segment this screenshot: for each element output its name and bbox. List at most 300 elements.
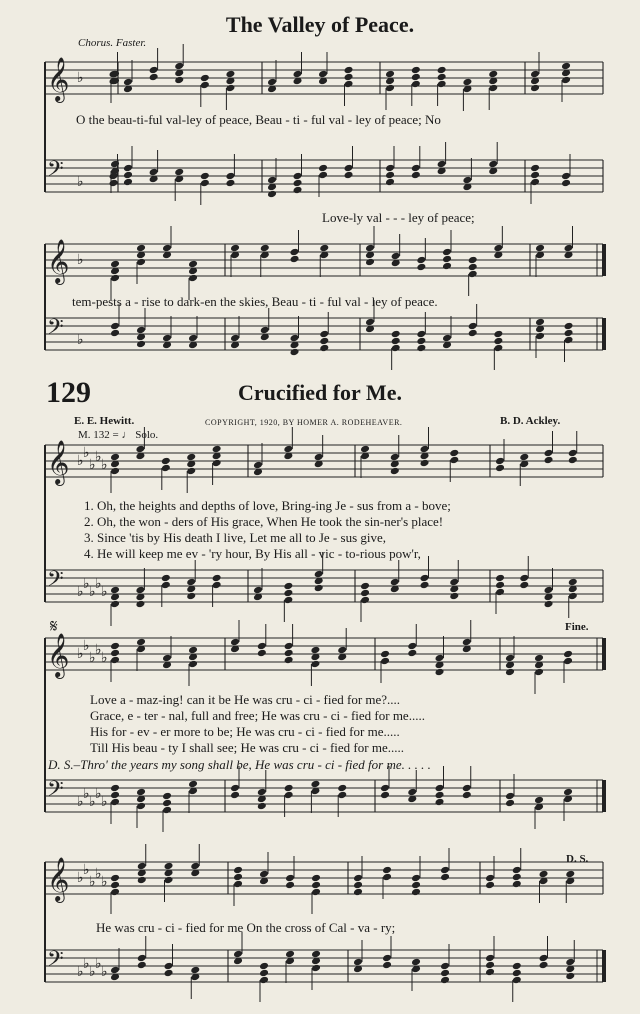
notehead [449,456,459,465]
notehead [212,581,222,590]
verse-line: Grace, e - ter - nal, full and free; He was cru - ci - fied for me..... [90,708,425,723]
notehead [337,784,347,793]
notehead [200,74,210,83]
notehead [110,791,120,800]
notehead [435,654,445,663]
notehead [440,969,450,978]
notehead [539,870,549,879]
notehead [149,66,159,75]
notehead [416,344,426,353]
notehead [416,330,426,339]
notehead [468,263,478,272]
notehead [319,330,329,339]
flat-sign: ♭ [83,576,90,592]
notehead [380,657,390,666]
lyric-line: O the beau-ti-ful val-ley of peace, Beau - ti - ful val - ley of peace; No [76,112,441,127]
notehead [319,344,329,353]
notehead [534,654,544,663]
flat-sign: ♭ [77,870,84,886]
notehead [544,586,554,595]
notehead [259,870,269,879]
notehead [568,578,578,587]
notehead [259,976,269,985]
notehead [174,76,184,85]
notehead [495,457,505,466]
notehead [493,344,503,353]
notehead [110,642,120,651]
final-barline [602,638,606,670]
notehead [530,70,540,79]
notehead [385,84,395,93]
notehead [420,445,430,454]
notehead [188,274,198,283]
notehead [530,178,540,187]
notehead [253,586,263,595]
notehead [136,788,146,797]
tempo-marking: Chorus. Faster. [78,37,147,49]
notehead [391,330,401,339]
notehead [260,326,270,335]
notehead [449,592,459,601]
notehead [212,445,222,454]
notehead [564,336,574,345]
final-barline [602,318,606,350]
notehead [519,574,529,583]
notehead [437,80,447,89]
notehead [225,172,235,181]
bass-clef: 𝄢 [47,777,64,807]
notehead [449,578,459,587]
metronome: M. 132 = ♩ Solo. [78,429,159,441]
notehead [435,784,445,793]
notehead [437,73,447,82]
treble-clef: 𝄞 [47,440,70,484]
notehead [344,171,354,180]
notehead [380,791,390,800]
author: E. E. Hewitt. [74,415,135,427]
notehead [468,270,478,279]
notehead [563,788,573,797]
flat-sign: ♭ [101,874,108,890]
notehead [186,467,196,476]
notehead [284,791,294,800]
notehead [365,318,375,327]
notehead [449,449,459,458]
notehead [411,80,421,89]
notehead [365,258,375,267]
notehead [110,874,120,883]
notehead [411,874,421,883]
notehead [564,322,574,331]
flat-sign: ♭ [77,453,84,469]
notehead [544,449,554,458]
final-barline [602,950,606,982]
verse-line: 2. Oh, the won - ders of His grace, When He took the sin-ner's place! [84,514,444,529]
notehead [283,582,293,591]
notehead [230,791,240,800]
notehead [186,592,196,601]
notehead [161,574,171,583]
notehead [353,881,363,890]
notehead [284,649,294,658]
flat-sign: ♭ [83,445,90,461]
notehead [257,649,267,658]
notehead [382,866,392,875]
notehead [530,164,540,173]
notehead [495,581,505,590]
flat-sign: ♭ [101,584,108,600]
notehead [136,340,146,349]
notehead [161,581,171,590]
notehead [137,862,147,871]
notehead [380,784,390,793]
notehead [318,70,328,79]
notehead [530,171,540,180]
verse-line: 4. He will keep me ev - 'ry hour, By His all - vic - to-rious pow'r, [84,546,421,561]
notehead [407,788,417,797]
notehead [535,244,545,253]
notehead [411,881,421,890]
treble-clef: 𝄞 [47,239,70,283]
notehead [530,84,540,93]
flat-sign: ♭ [77,964,84,980]
notehead [382,954,392,963]
lyric-line: tem-pests a - rise to dark-en the skies, Beau - ti - ful val - ley of peace. [72,294,438,309]
fine-marking: Fine. [565,621,589,633]
notehead [260,244,270,253]
flat-sign: ♭ [83,786,90,802]
notehead [135,445,145,454]
flat-sign: ♭ [95,449,102,465]
notehead [110,322,120,331]
notehead [314,453,324,462]
notehead [123,178,133,187]
notehead [416,337,426,346]
final-barline [602,244,606,276]
notehead [186,453,196,462]
notehead [385,70,395,79]
notehead [225,84,235,93]
notehead [257,788,267,797]
notehead [110,274,120,283]
composer: B. D. Ackley. [500,415,561,427]
notehead [420,459,430,468]
notehead [290,248,300,257]
notehead [442,255,452,264]
notehead [564,244,574,253]
notehead [568,456,578,465]
notehead [110,600,120,609]
notehead [110,798,120,807]
notehead [493,330,503,339]
notehead [544,456,554,465]
notehead [149,168,159,177]
notehead [411,164,421,173]
notehead [162,334,172,343]
flat-sign: ♭ [101,964,108,980]
treble-clef: 𝄞 [47,633,70,677]
notehead [468,322,478,331]
notehead [512,962,522,971]
notehead [485,874,495,883]
notehead [285,950,295,959]
notehead [495,464,505,473]
notehead [188,334,198,343]
notehead [468,329,478,338]
notehead [123,78,133,87]
notehead [411,958,421,967]
notehead [161,457,171,466]
notehead [314,584,324,593]
notehead [385,164,395,173]
notehead [435,791,445,800]
notehead [188,646,198,655]
notehead [149,73,159,82]
notehead [310,646,320,655]
notehead [382,961,392,970]
notehead [485,881,495,890]
notehead [437,160,447,169]
notehead [137,954,147,963]
ds-marking: D. S. [566,853,589,865]
notehead [188,260,198,269]
notehead [353,888,363,897]
notehead [293,172,303,181]
flat-sign: ♭ [89,457,96,473]
notehead [561,76,571,85]
notehead [360,596,370,605]
flat-sign: ♭ [89,794,96,810]
hymn-title: The Valley of Peace. [225,12,415,37]
notehead [164,876,174,885]
notehead [568,592,578,601]
verse-line: 1. Oh, the heights and depths of love, Bring-ing Je - sus from a - bove; [84,498,451,513]
notehead [353,874,363,883]
notehead [162,806,172,815]
notehead [257,802,267,811]
notehead [267,176,277,185]
notehead [161,464,171,473]
notehead [505,799,515,808]
flat-sign: ♭ [95,642,102,658]
notehead [110,656,120,665]
notehead [123,164,133,173]
notehead [380,650,390,659]
treble-clef: 𝄞 [47,857,70,901]
notehead [110,453,120,462]
notehead [337,791,347,800]
notehead [561,179,571,188]
notehead [230,244,240,253]
notehead [360,589,370,598]
flat-sign: ♭ [89,584,96,600]
notehead [561,172,571,181]
notehead [136,638,146,647]
notehead [318,164,328,173]
notehead [230,638,240,647]
notehead [519,453,529,462]
notehead [420,581,430,590]
notehead [512,866,522,875]
notehead [493,244,503,253]
ds-line: D. S.–Thro' the years my song shall be, He was cru - ci - fied for me. . . . . [48,757,431,772]
bass-clef: 𝄢 [47,567,64,597]
notehead [440,976,450,985]
notehead [164,862,174,871]
notehead [344,73,354,82]
notehead [293,179,303,188]
notehead [505,668,515,677]
notehead [407,642,417,651]
notehead [544,600,554,609]
flat-sign: ♭ [83,956,90,972]
notehead [174,62,184,71]
notehead [162,654,172,663]
flat-sign: ♭ [95,576,102,592]
flat-sign: ♭ [95,956,102,972]
notehead [435,668,445,677]
flat-sign: ♭ [77,646,84,662]
notehead [290,334,300,343]
notehead [512,880,522,889]
notehead [188,780,198,789]
notehead [539,954,549,963]
notehead [539,961,549,970]
notehead [225,70,235,79]
notehead [136,802,146,811]
notehead [310,660,320,669]
notehead [135,586,145,595]
notehead [233,866,243,875]
flat-sign: ♭ [89,964,96,980]
notehead [411,73,421,82]
segno-sign: 𝄋 [50,616,58,637]
notehead [493,337,503,346]
notehead [283,589,293,598]
notehead [391,344,401,353]
notehead [495,574,505,583]
notehead [123,171,133,180]
notehead [174,168,184,177]
notehead [311,888,321,897]
notehead [442,248,452,257]
notehead [110,881,120,890]
notehead [110,260,120,269]
notehead [360,582,370,591]
notehead [462,638,472,647]
flat-sign: ♭ [89,874,96,890]
notehead [565,972,575,981]
notehead [440,962,450,971]
notehead [485,954,495,963]
flat-sign: ♭ [77,174,84,190]
notehead [390,467,400,476]
notehead [534,796,544,805]
notehead [136,244,146,253]
notehead [462,78,472,87]
notehead [407,649,417,658]
notehead [164,969,174,978]
notehead [162,792,172,801]
notehead [311,950,321,959]
notehead [110,467,120,476]
notehead [390,453,400,462]
notehead [391,337,401,346]
notehead [290,255,300,264]
notehead [411,171,421,180]
notehead [365,244,375,253]
notehead [488,84,498,93]
notehead [512,873,522,882]
notehead [110,966,120,975]
notehead [253,461,263,470]
notehead [311,874,321,883]
notehead [110,888,120,897]
notehead [284,784,294,793]
treble-clef: 𝄞 [47,57,70,101]
notehead [190,862,200,871]
notehead [563,650,573,659]
notehead [109,179,119,188]
notehead [319,244,329,253]
notehead [283,596,293,605]
flat-sign: ♭ [95,786,102,802]
flat-sign: ♭ [77,332,84,348]
notehead [385,171,395,180]
notehead [442,262,452,271]
notehead [290,348,300,357]
notehead [162,244,172,253]
notehead [488,160,498,169]
notehead [110,649,120,658]
notehead [233,873,243,882]
flat-sign: ♭ [101,794,108,810]
notehead [561,62,571,71]
notehead [390,578,400,587]
flat-sign: ♭ [77,70,84,86]
notehead [200,81,210,90]
notehead [519,581,529,590]
flat-sign: ♭ [77,584,84,600]
hymn-number: 129 [46,376,91,409]
bass-clef: 𝄢 [47,947,64,977]
notehead [284,642,294,651]
notehead [512,969,522,978]
notehead [110,586,120,595]
notehead [257,642,267,651]
final-barline [602,780,606,812]
notehead [485,961,495,970]
notehead [136,326,146,335]
notehead [440,873,450,882]
notehead [385,178,395,187]
notehead [344,66,354,75]
notehead [225,179,235,188]
notehead [230,784,240,793]
notehead [212,459,222,468]
notehead [437,66,447,75]
notehead [505,654,515,663]
notehead [391,252,401,261]
notehead [468,256,478,265]
flat-sign: ♭ [101,650,108,666]
notehead [314,570,324,579]
notehead [435,798,445,807]
notehead [495,588,505,597]
flat-sign: ♭ [77,794,84,810]
notehead [420,574,430,583]
notehead [534,668,544,677]
